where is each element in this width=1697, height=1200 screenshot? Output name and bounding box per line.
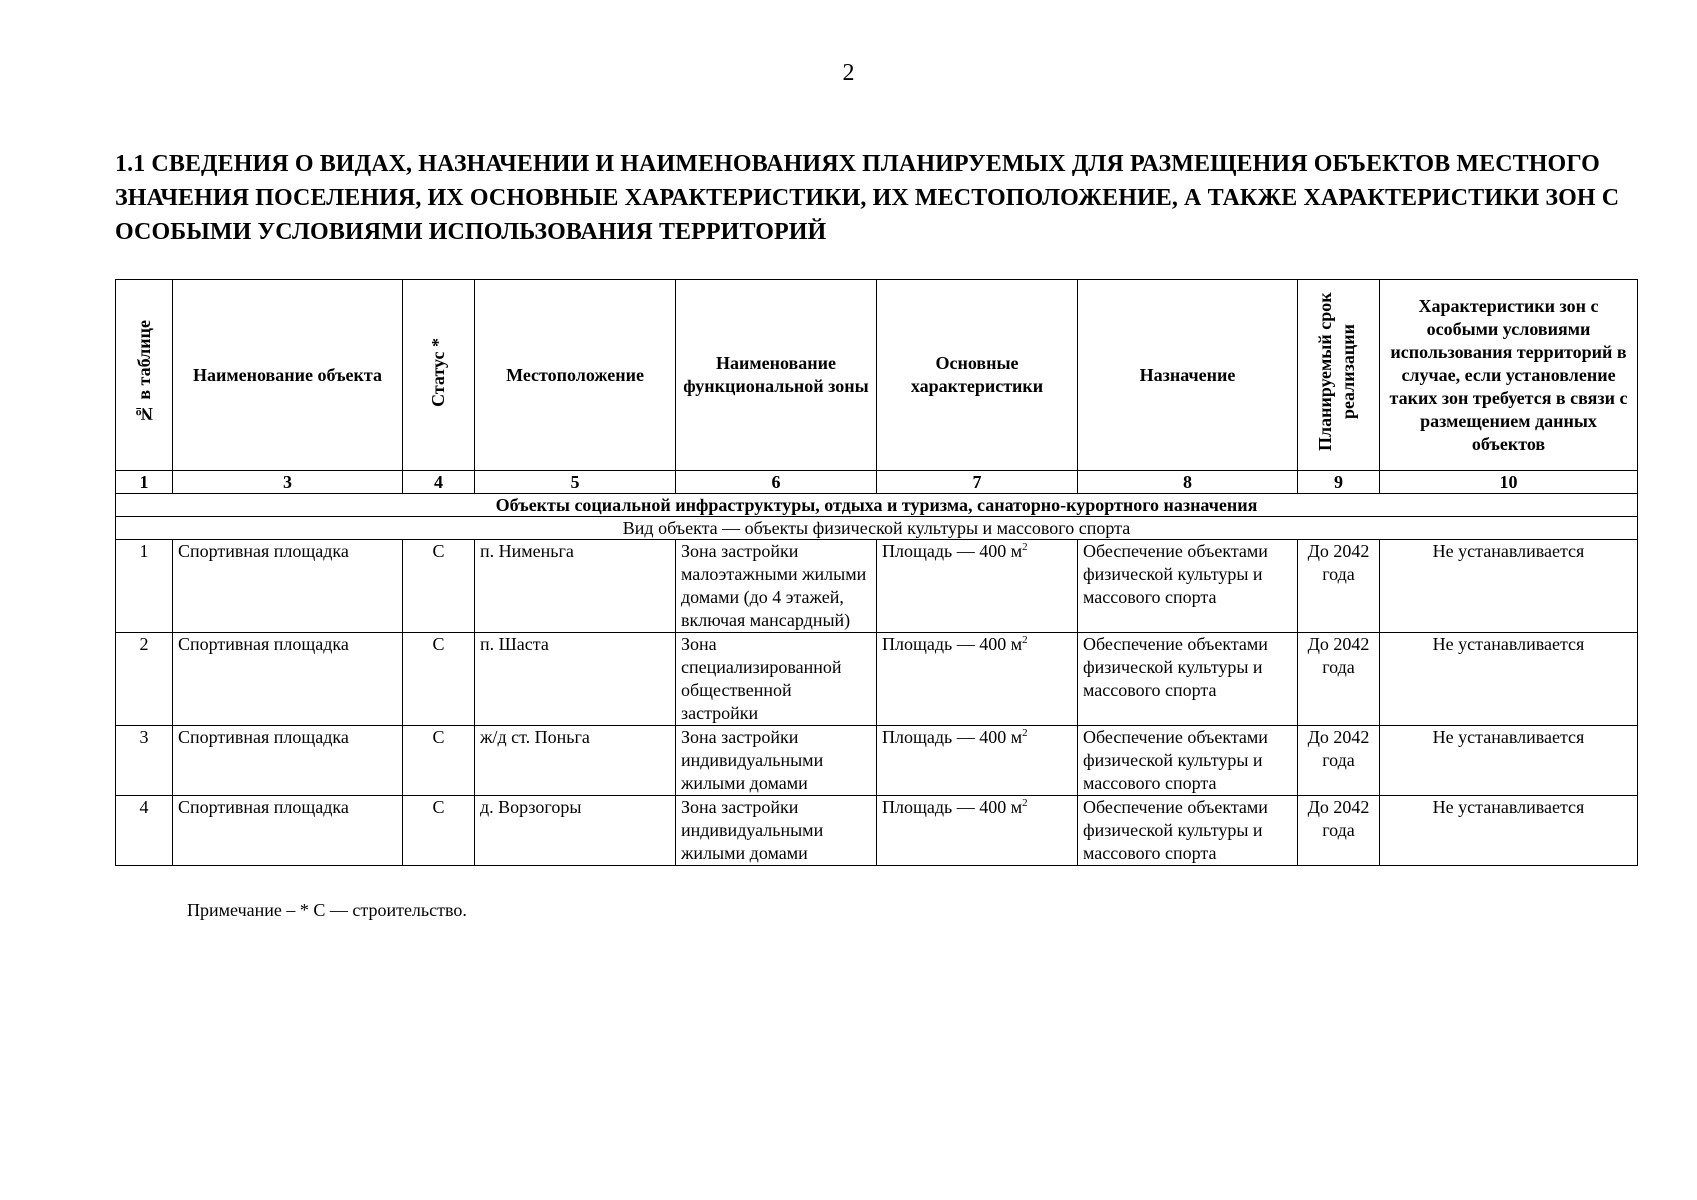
row-area-unit-sup: 2 xyxy=(1022,541,1028,553)
subgroup-title: Вид объекта — объекты физической культуры и массового спорта xyxy=(116,517,1638,540)
row-characteristics xyxy=(877,633,1078,726)
subgroup-row xyxy=(116,517,1638,540)
page-number: 2 xyxy=(842,60,855,86)
row-purpose: Обеспечение объектами физической культуры и массового спорта xyxy=(1078,540,1298,633)
column-number: 6 xyxy=(676,471,877,494)
table-note: Примечание – * С — строительство. xyxy=(187,900,467,920)
row-zone: Зона застройки индивидуальными жилыми домами xyxy=(676,796,877,866)
group-title: Объекты социальной инфраструктуры, отдыха и туризма, санаторно-курортного назначения xyxy=(116,494,1638,517)
objects-table xyxy=(115,279,1638,866)
row-zones: Не устанавливается xyxy=(1380,796,1638,866)
row-name: Спортивная площадка xyxy=(173,796,403,866)
row-num: 1 xyxy=(116,540,173,633)
row-num: 4 xyxy=(116,796,173,866)
row-location: д. Ворзогоры xyxy=(475,796,676,866)
row-zone: Зона специализированной общественной застройки xyxy=(676,633,877,726)
row-area: Площадь — 400 м xyxy=(882,634,1023,654)
row-location: п. Шаста xyxy=(475,633,676,726)
row-area-unit-sup: 2 xyxy=(1022,727,1028,739)
row-purpose: Обеспечение объектами физической культуры и массового спорта xyxy=(1078,726,1298,796)
row-purpose: Обеспечение объектами физической культуры и массового спорта xyxy=(1078,633,1298,726)
row-zones: Не устанавливается xyxy=(1380,633,1638,726)
header-status xyxy=(403,280,475,471)
column-number: 5 xyxy=(475,471,676,494)
row-status: С xyxy=(403,796,475,866)
row-term: До 2042 года xyxy=(1298,633,1380,726)
row-location: п. Нименьга xyxy=(475,540,676,633)
row-name: Спортивная площадка xyxy=(173,633,403,726)
header-purpose: Назначение xyxy=(1078,280,1298,471)
table-row xyxy=(116,633,1638,726)
row-name: Спортивная площадка xyxy=(173,726,403,796)
column-number: 3 xyxy=(173,471,403,494)
row-num: 2 xyxy=(116,633,173,726)
row-name: Спортивная площадка xyxy=(173,540,403,633)
header-location: Местоположение xyxy=(475,280,676,471)
row-term: До 2042 года xyxy=(1298,540,1380,633)
row-area: Площадь — 400 м xyxy=(882,797,1023,817)
row-zone: Зона застройки индивидуальными жилыми домами xyxy=(676,726,877,796)
row-characteristics xyxy=(877,726,1078,796)
column-number-row xyxy=(116,471,1638,494)
header-zone: Наименование функциональной зоны xyxy=(676,280,877,471)
table-row xyxy=(116,540,1638,633)
row-term: До 2042 года xyxy=(1298,726,1380,796)
row-status: С xyxy=(403,726,475,796)
header-zones: Характеристики зон с особыми условиями использования территорий в случае, если установление таких зон требуется в связи с размещением данных объектов xyxy=(1380,280,1638,471)
row-purpose: Обеспечение объектами физической культуры и массового спорта xyxy=(1078,796,1298,866)
group-row xyxy=(116,494,1638,517)
header-status-label: Статус * xyxy=(428,337,448,407)
row-area-unit-sup: 2 xyxy=(1022,634,1028,646)
column-number: 7 xyxy=(877,471,1078,494)
row-zones: Не устанавливается xyxy=(1380,540,1638,633)
row-num: 3 xyxy=(116,726,173,796)
header-num xyxy=(116,280,173,471)
row-status: С xyxy=(403,540,475,633)
header-term xyxy=(1298,280,1380,471)
row-area: Площадь — 400 м xyxy=(882,727,1023,747)
row-characteristics xyxy=(877,540,1078,633)
header-term-label: Планируемый срок реализации xyxy=(1314,292,1358,452)
column-number: 8 xyxy=(1078,471,1298,494)
column-number: 9 xyxy=(1298,471,1380,494)
table-row xyxy=(116,726,1638,796)
column-number: 10 xyxy=(1380,471,1638,494)
row-zone: Зона застройки малоэтажными жилыми домами (до 4 этажей, включая мансардный) xyxy=(676,540,877,633)
row-zones: Не устанавливается xyxy=(1380,726,1638,796)
column-number: 1 xyxy=(116,471,173,494)
row-term: До 2042 года xyxy=(1298,796,1380,866)
header-row xyxy=(116,280,1638,471)
row-area-unit-sup: 2 xyxy=(1022,797,1028,809)
row-status: С xyxy=(403,633,475,726)
row-area: Площадь — 400 м xyxy=(882,541,1023,561)
header-name: Наименование объекта xyxy=(173,280,403,471)
header-num-label: № в таблице xyxy=(133,319,154,425)
header-characteristics: Основные характеристики xyxy=(877,280,1078,471)
table-row xyxy=(116,796,1638,866)
row-characteristics xyxy=(877,796,1078,866)
row-location: ж/д ст. Поньга xyxy=(475,726,676,796)
section-heading: 1.1 СВЕДЕНИЯ О ВИДАХ, НАЗНАЧЕНИИ И НАИМЕНОВАНИЯХ ПЛАНИРУЕМЫХ ДЛЯ РАЗМЕЩЕНИЯ ОБЪЕКТОВ МЕСТНОГО ЗНАЧЕНИЯ ПОСЕЛЕНИЯ, ИХ ОСНОВНЫЕ ХАРАКТЕРИСТИКИ, ИХ МЕСТОПОЛОЖЕНИЕ, А ТАКЖЕ ХАРАКТЕРИСТИКИ ЗОН С ОСОБЫМИ УСЛОВИЯМИ ИСПОЛЬЗОВАНИЯ ТЕРРИТОРИЙ xyxy=(115,151,1620,245)
column-number: 4 xyxy=(403,471,475,494)
